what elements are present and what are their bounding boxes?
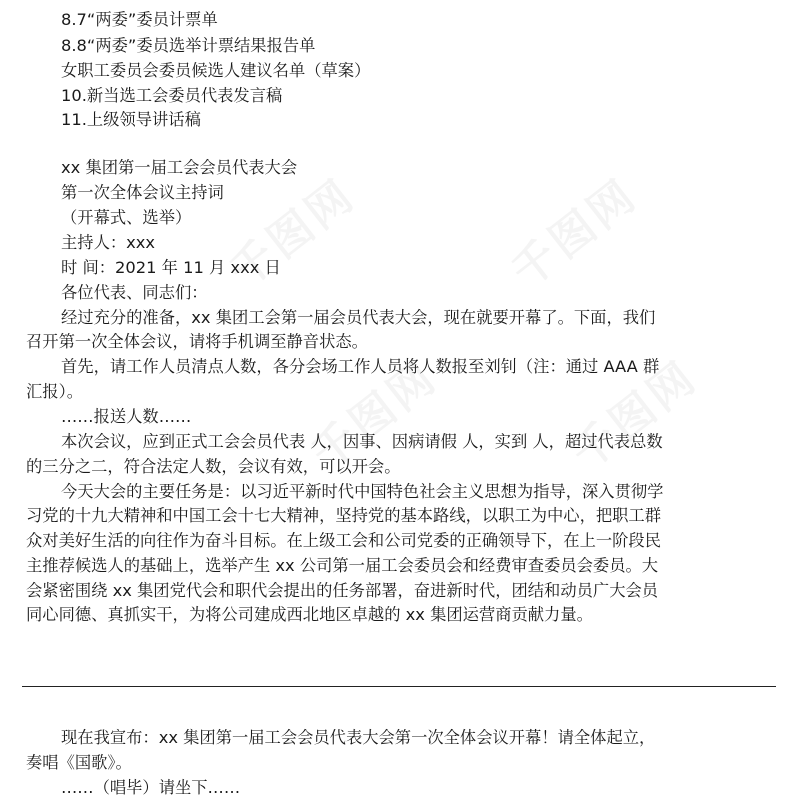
clipped-top-line — [60, 0, 290, 6]
watermark: 千图网 — [562, 351, 708, 480]
paragraph-line: 现在我宣布：xx 集团第一届工会会员代表大会第一次全体会议开幕！请全体起立， — [61, 728, 656, 747]
paragraph-line: 会紧密围绕 xx 集团党代会和职代会提出的任务部署，奋进新时代，团结和动员广大会员 — [26, 581, 659, 600]
paragraph-line: ……（唱毕）请坐下…… — [61, 778, 241, 797]
paragraph-line: 汇报）。 — [26, 382, 83, 401]
meeting-subtitle: （开幕式、选举） — [61, 208, 192, 227]
meeting-title: 第一次全体会议主持词 — [61, 183, 224, 202]
paragraph-line: 本次会议，应到正式工会会员代表 人，因事、因病请假 人，实到 人，超过代表总数 — [61, 432, 663, 451]
paragraph-line: 召开第一次全体会议，请将手机调至静音状态。 — [26, 332, 368, 351]
toc-item: 11.上级领导讲话稿 — [61, 110, 201, 129]
watermark: 千图网 — [302, 351, 448, 480]
toc-item: 8.8“两委”委员选举计票结果报告单 — [61, 36, 316, 55]
paragraph-line: 首先，请工作人员清点人数，各分会场工作人员将人数报至刘钊（注：通过 AAA 群 — [61, 357, 660, 376]
watermark: 千图网 — [502, 169, 648, 298]
paragraph-line: 奏唱《国歌》。 — [26, 753, 132, 772]
salutation: 各位代表、同志们： — [61, 283, 208, 302]
paragraph-line: 习党的十九大精神和中国工会十七大精神，坚持党的基本路线，以职工为中心，把职工群 — [26, 506, 661, 525]
time-line: 时 间：2021 年 11 月 xxx 日 — [61, 258, 281, 277]
toc-item: 女职工委员会委员候选人建议名单（草案） — [61, 61, 371, 80]
paragraph-line: 经过充分的准备，xx 集团工会第一届会员代表大会，现在就要开幕了。下面，我们 — [61, 308, 656, 327]
paragraph-line: ……报送人数…… — [61, 407, 192, 426]
host-line: 主持人：xxx — [61, 233, 156, 252]
toc-item: 10.新当选工会委员代表发言稿 — [61, 86, 283, 105]
page-divider — [22, 686, 776, 687]
watermark: 千图网 — [220, 169, 366, 298]
toc-item: 8.7“两委”委员计票单 — [61, 10, 218, 29]
paragraph-line: 的三分之二，符合法定人数，会议有效，可以开会。 — [26, 457, 401, 476]
paragraph-line: 同心同德、真抓实干，为将公司建成西北地区卓越的 xx 集团运营商贡献力量。 — [26, 605, 593, 624]
paragraph-line: 众对美好生活的向往作为奋斗目标。在上级工会和公司党委的正确领导下，在上一阶段民 — [26, 531, 661, 550]
paragraph-line: 主推荐候选人的基础上，选举产生 xx 公司第一届工会委员会和经费审查委员会委员。大 — [26, 556, 659, 575]
paragraph-line: 今天大会的主要任务是：以习近平新时代中国特色社会主义思想为指导，深入贯彻学 — [61, 482, 664, 501]
org-title: xx 集团第一届工会会员代表大会 — [61, 158, 298, 177]
